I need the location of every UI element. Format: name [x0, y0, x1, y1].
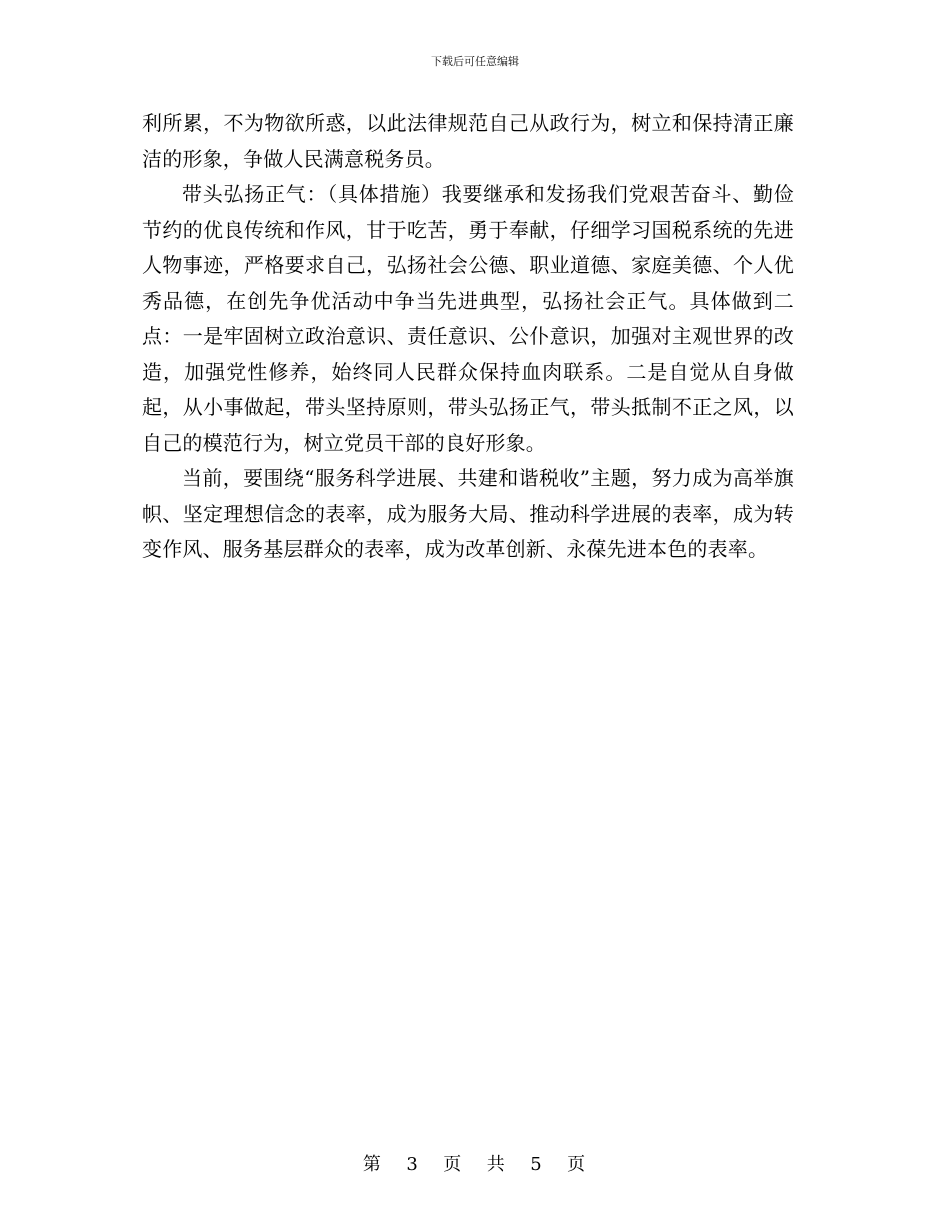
footer-page-unit: 页 — [443, 1154, 464, 1175]
page-header: 下载后可任意编辑 — [431, 55, 519, 68]
footer-current-page: 3 — [406, 1154, 420, 1175]
footer-total-pages: 5 — [530, 1154, 544, 1175]
footer-total-label: 共 — [486, 1154, 507, 1175]
paragraph-2: 带头弘扬正气：（具体措施）我要继承和发扬我们党艰苦奋斗、勤俭节约的优良传统和作风，甘于吃苦，勇于奉献，仔细学习国税系统的先进人物事迹，严格要求自己，弘扬社会公德、职业道德、家庭美德、个人优秀品德，在创先争优活动中争当先进典型，弘扬社会正气。具体做到二点：一是牢固树立政治意识、责任意识、公仆意识，加强对主观世界的改造，加强党性修养，始终同人民群众保持血肉联系。二是自觉从自身做起，从小事做起，带头坚持原则，带头弘扬正气，带头抵制不正之风，以自己的模范行为，树立党员干部的良好形象。 — [142, 182, 794, 455]
footer-page-label: 第 — [362, 1154, 383, 1175]
paragraph-3: 当前，要围绕“服务科学进展、共建和谐税收”主题，努力成为高举旗帜、坚定理想信念的表率，成为服务大局、推动科学进展的表率，成为转变作风、服务基层群众的表率，成为改革创新、永葆先进本色的表率。 — [142, 466, 794, 561]
document-body — [142, 106, 794, 568]
page-footer — [0, 1153, 950, 1177]
footer-total-unit: 页 — [567, 1154, 588, 1175]
paragraph-1: 利所累，不为物欲所惑，以此法律规范自己从政行为，树立和保持清正廉洁的形象，争做人民满意税务员。 — [142, 111, 794, 171]
